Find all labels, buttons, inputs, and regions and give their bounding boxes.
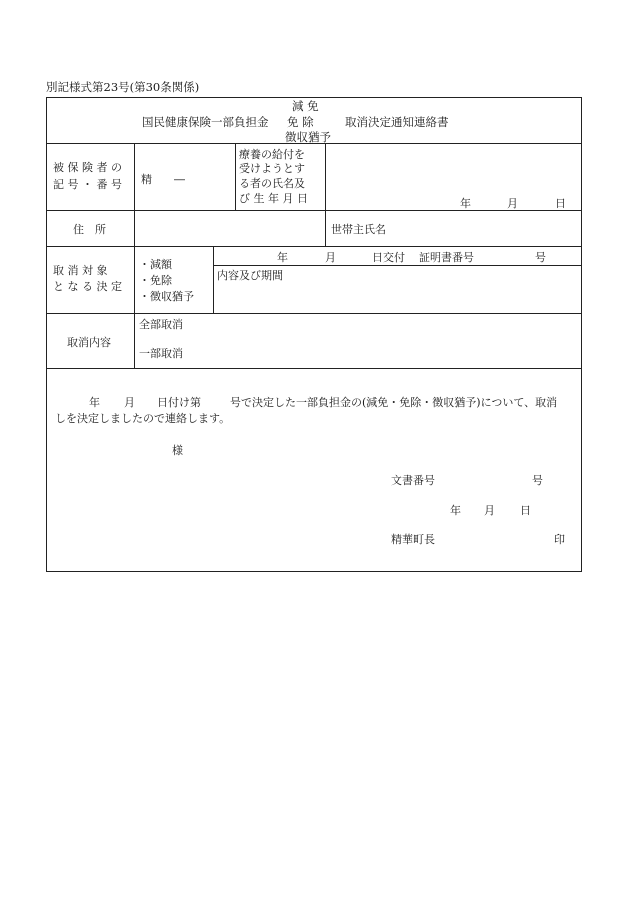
col-insured-divider bbox=[235, 143, 236, 210]
cancel-partial: 一部取消 bbox=[139, 347, 183, 360]
certificate-number-suffix: 号 bbox=[535, 251, 546, 264]
content-label: 内容及び期間 bbox=[217, 269, 283, 282]
decision-label-1: 取 消 対 象 bbox=[53, 264, 108, 277]
title-bottom: 徴収猶予 bbox=[285, 130, 331, 144]
option-menjo: ・免除 bbox=[139, 274, 172, 287]
cancel-label: 取消内容 bbox=[67, 336, 111, 349]
rule-decision bbox=[47, 313, 582, 314]
birth-year: 年 bbox=[460, 197, 471, 210]
seal-mark: 印 bbox=[554, 533, 565, 546]
notice-month: 月 bbox=[124, 396, 135, 409]
title-right: 取消決定通知連絡書 bbox=[345, 115, 449, 129]
notice-day-ref: 日付け第 bbox=[157, 396, 201, 409]
decision-label-2: と な る 決 定 bbox=[53, 280, 122, 293]
householder-label: 世帯主氏名 bbox=[331, 223, 386, 236]
title-middle: 免 除 bbox=[287, 115, 314, 129]
doc-number-label: 文書番号 bbox=[391, 474, 435, 487]
recipient-label-1: 療養の給付を bbox=[239, 148, 305, 161]
rule-cancel bbox=[47, 368, 582, 369]
option-genmen: ・減額 bbox=[139, 258, 172, 271]
cancel-full: 全部取消 bbox=[139, 318, 183, 331]
insured-value: 精 ― bbox=[141, 173, 185, 186]
recipient-label-3: る者の氏名及 bbox=[239, 177, 305, 190]
birth-day: 日 bbox=[555, 197, 566, 210]
option-yuyo: ・徴収猶予 bbox=[139, 290, 194, 303]
rule-date-line bbox=[213, 265, 582, 266]
birth-month: 月 bbox=[507, 197, 518, 210]
notice-year: 年 bbox=[89, 396, 100, 409]
notice-body-1: 号で決定した一部負担金の(減免・免除・徴収猶予)について、取消 bbox=[230, 396, 558, 409]
col-options-divider bbox=[213, 246, 214, 313]
addressee-sama: 様 bbox=[172, 444, 183, 457]
recipient-label-2: 受けようとす bbox=[239, 162, 305, 175]
rule-address bbox=[47, 246, 582, 247]
insured-label-1: 被 保 険 者 の bbox=[53, 161, 122, 174]
issue-year: 年 bbox=[277, 251, 288, 264]
col-recipient-divider bbox=[325, 143, 326, 246]
notice-date-day: 日 bbox=[520, 504, 531, 517]
notice-date-month: 月 bbox=[484, 504, 495, 517]
notice-date-year: 年 bbox=[450, 504, 461, 517]
notice-body-2: しを決定しましたので連絡します。 bbox=[55, 412, 231, 425]
issue-month: 月 bbox=[325, 251, 336, 264]
issue-day: 日交付 bbox=[372, 251, 405, 264]
title-top: 減 免 bbox=[292, 99, 319, 113]
rule-insured bbox=[47, 210, 582, 211]
doc-number-suffix: 号 bbox=[532, 474, 543, 487]
address-label: 住 所 bbox=[73, 223, 106, 236]
notice-form bbox=[46, 97, 582, 572]
certificate-number-label: 証明書番号 bbox=[419, 251, 474, 264]
form-id: 別記様式第23号(第30条関係) bbox=[46, 80, 200, 94]
insured-label-2: 記 号 ・ 番 号 bbox=[53, 178, 122, 191]
title-left: 国民健康保険一部負担金 bbox=[142, 115, 269, 129]
mayor-title: 精華町長 bbox=[391, 533, 435, 546]
recipient-label-4: び 生 年 月 日 bbox=[239, 192, 308, 205]
rule-title bbox=[47, 143, 582, 144]
col-label-divider bbox=[134, 143, 135, 368]
